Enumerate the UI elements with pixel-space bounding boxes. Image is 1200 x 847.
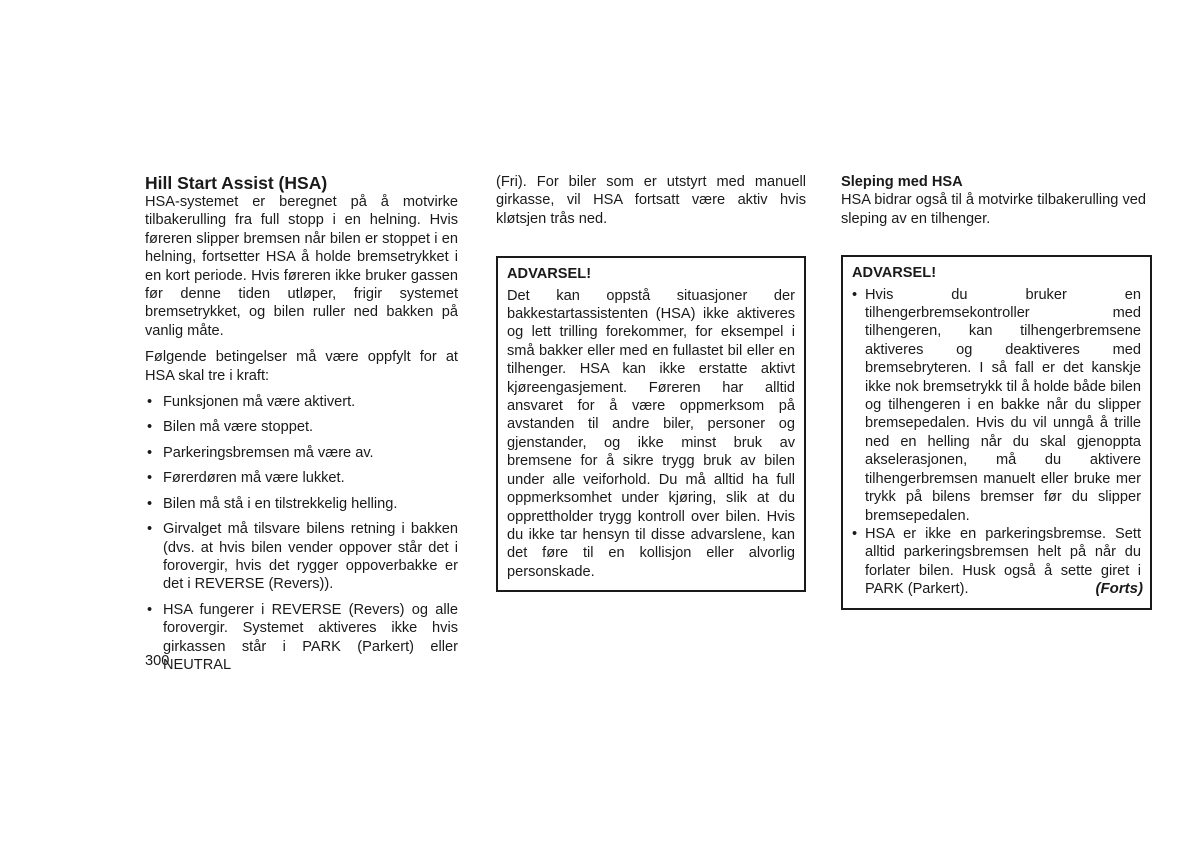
list-item bbox=[145, 393, 458, 411]
list-item-text: HSA er ikke en parkeringsbremse. Sett alltid parkeringsbremsen helt på når du forlater bilen. Husk også å sette giret i PARK (Parkert). bbox=[865, 525, 1141, 598]
bullet-icon: • bbox=[147, 444, 153, 461]
list-item-text: Girvalget må tilsvare bilens retning i bakken (dvs. at hvis bilen vender oppover står det i forovergir, hvis det rygger oppoverbakke er det i REVERSE (Revers)). bbox=[163, 521, 458, 593]
bullet-icon: • bbox=[147, 419, 153, 436]
list-item bbox=[145, 601, 458, 675]
list-item-text: Parkeringsbremsen må være av. bbox=[163, 444, 374, 461]
list-item bbox=[145, 495, 458, 513]
warning-text: Det kan oppstå situasjoner der bakkestartassistenten (HSA) ikke aktiveres og lett trilling forekommer, for eksempel i små bakker eller med en fullastet bil eller en tilhenger. HSA kan ikke erstatte aktivt kjøreengasjement. Føreren har alltid ansvaret for å være oppmerksom på avstanden til andre biler, personer og gjenstander, og ikke minst bruk av bremsene for å sikre trygg bruk av bilen under alle veiforhold. Du må alltid ha full oppmerksomhet under kjøring, slik at du opprettholder trygg kontroll over bilen. Hvis du ikke tar hensyn til disse advarslene, kan det føre til en kollisjon eller alvorlig personskade. bbox=[507, 287, 795, 580]
towing-paragraph: HSA bidrar også til å motvirke tilbakerulling ved sleping av en tilhenger. bbox=[841, 192, 1146, 227]
warning-title: ADVARSEL! bbox=[507, 266, 592, 283]
warning-list bbox=[852, 286, 1141, 599]
bullet-icon: • bbox=[852, 525, 858, 542]
continued-label: (Forts) bbox=[1095, 580, 1143, 597]
section-heading: Hill Start Assist (HSA) bbox=[145, 173, 328, 193]
bullet-icon: • bbox=[147, 470, 153, 487]
conditions-intro: Følgende betingelser må være oppfylt for at HSA skal tre i kraft: bbox=[145, 349, 458, 384]
intro-paragraph: HSA-systemet er beregnet på å motvirke tilbakerulling fra full stopp i en helning. Hvis føreren slipper bremsen når bilen er stoppet i en helning, fortsetter HSA å holde bremsetrykket i en kort periode. Hvis føreren ikke bruker gassen før denne tiden utløper, frigir systemet bremsetrykket, og bilen ruller ned bakken på vanlig måte. bbox=[145, 194, 458, 339]
conditions-list bbox=[145, 393, 458, 674]
bullet-icon: • bbox=[852, 286, 858, 303]
bullet-icon: • bbox=[147, 521, 153, 538]
bullet-icon: • bbox=[147, 495, 153, 512]
list-item bbox=[145, 469, 458, 487]
list-item bbox=[145, 520, 458, 594]
column-right bbox=[841, 173, 1153, 610]
list-item bbox=[145, 418, 458, 436]
column-middle bbox=[496, 173, 806, 592]
list-item-text: Førerdøren må være lukket. bbox=[163, 470, 345, 487]
continuation-paragraph: (Fri). For biler som er utstyrt med manuell girkasse, vil HSA fortsatt være aktiv hvis kløtsjen trås ned. bbox=[496, 174, 806, 227]
column-left bbox=[145, 173, 458, 674]
list-item-text: Bilen må være stoppet. bbox=[163, 419, 314, 436]
list-item-text: Funksjonen må være aktivert. bbox=[163, 394, 356, 411]
list-item-text: Hvis du bruker en tilhengerbremsekontroller med tilhengeren, kan tilhengerbremsene aktiveres og deaktiveres med bremsebryteren. I så fall er det kanskje ikke nok bremsetrykk til å holde både bilen og tilhengeren i en bakke når du slipper bremsepedalen. Hvis du vil unngå å trille ned en helling når du skal gjenoppta akselerasjonen, må du aktivere tilhengerbremsen manuelt eller bruke mer trykk på bilens bremser før du slipper bremsepedalen. bbox=[865, 286, 1141, 524]
list-item-text: Bilen må stå i en tilstrekkelig helling. bbox=[163, 495, 398, 512]
warning-title: ADVARSEL! bbox=[852, 265, 937, 282]
warning-box bbox=[496, 256, 806, 592]
subsection-heading: Sleping med HSA bbox=[841, 174, 963, 190]
list-item bbox=[852, 286, 1141, 525]
list-item-text: HSA fungerer i REVERSE (Revers) og alle forovergir. Systemet aktiveres ikke hvis girkassen står i PARK (Parkert) eller NEUTRAL bbox=[163, 601, 458, 673]
warning-box bbox=[841, 255, 1152, 609]
page-number: 300 bbox=[145, 653, 170, 669]
bullet-icon: • bbox=[147, 394, 153, 411]
bullet-icon: • bbox=[147, 601, 153, 618]
list-item bbox=[145, 444, 458, 462]
